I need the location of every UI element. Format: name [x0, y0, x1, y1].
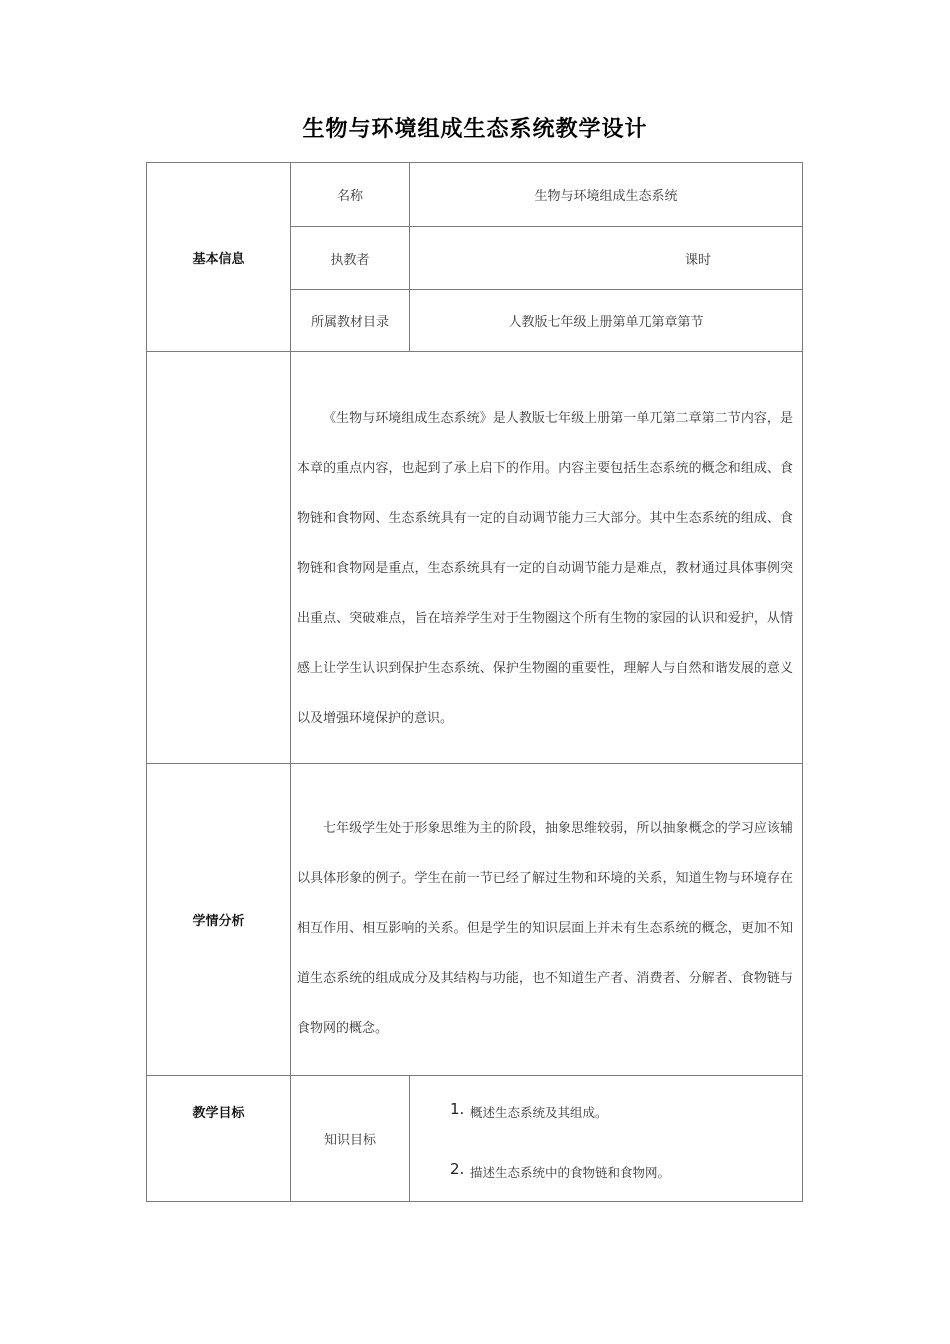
item-text: 描述生态系统中的食物链和食物网。 [470, 1165, 671, 1180]
name-label: 名称 [336, 189, 363, 204]
teacher-label: 执教者 [330, 252, 370, 268]
name-value: 生物与环境组成生态系统 [534, 189, 678, 204]
textbook-analysis-text: 《生物与环境组成生态系统》是人教版七年级上册第一单兀第二章第二节内容，是本章的重点内容，也起到了承上启下的作用。内容主要包括生态系统的概念和组成、食物链和食物网、生态系统具有一定的自动调节能力三大部分。其中生态系统的组成、食物链和食物网是重点，生态系统具有一定的自动调节能力是难点，教材通过具体事例突出重点、突破难点，旨在培养学生对于生物圈这个所有生物的家园的认识和爱护，从情感上让学生认识到保护生态系统、保护生物圈的重要性，理解人与自然和谐发展的意义以及增强环境保护的意识。 [297, 411, 793, 726]
basic-info-label: 基本信息 [192, 251, 245, 267]
document-title: 生物与环境组成生态系统教学设计 [302, 117, 648, 142]
teaching-goals-label: 教学目标 [192, 1105, 245, 1121]
learner-analysis-label: 学情分析 [192, 914, 245, 929]
knowledge-goals-label: 知识目标 [323, 1133, 376, 1148]
period-label: 课时 [684, 252, 711, 268]
item-number: 1. [450, 1100, 465, 1118]
item-text: 概述生态系统及其组成。 [470, 1105, 608, 1120]
learner-analysis-block [297, 804, 793, 1054]
catalog-label: 所属教材目录 [310, 315, 389, 330]
catalog-value: 人教版七年级上册第单兀第章第节 [508, 315, 704, 330]
learner-analysis-text: 七年级学生处于形象思维为主的阶段，抽象思维较弱，所以抽象概念的学习应该辅以具体形象的例子。学生在前一节已经了解过生物和环境的关系，知道生物与环境存在相互作用、相互影响的关系。但是学生的知识层面上并未有生态系统的概念，更加不知道生态系统的组成成分及其结构与功能，也不知道生产者、消费者、分解者、食物链与食物网的概念。 [297, 821, 793, 1036]
item-number: 2. [450, 1160, 465, 1178]
textbook-analysis-block [297, 394, 793, 744]
